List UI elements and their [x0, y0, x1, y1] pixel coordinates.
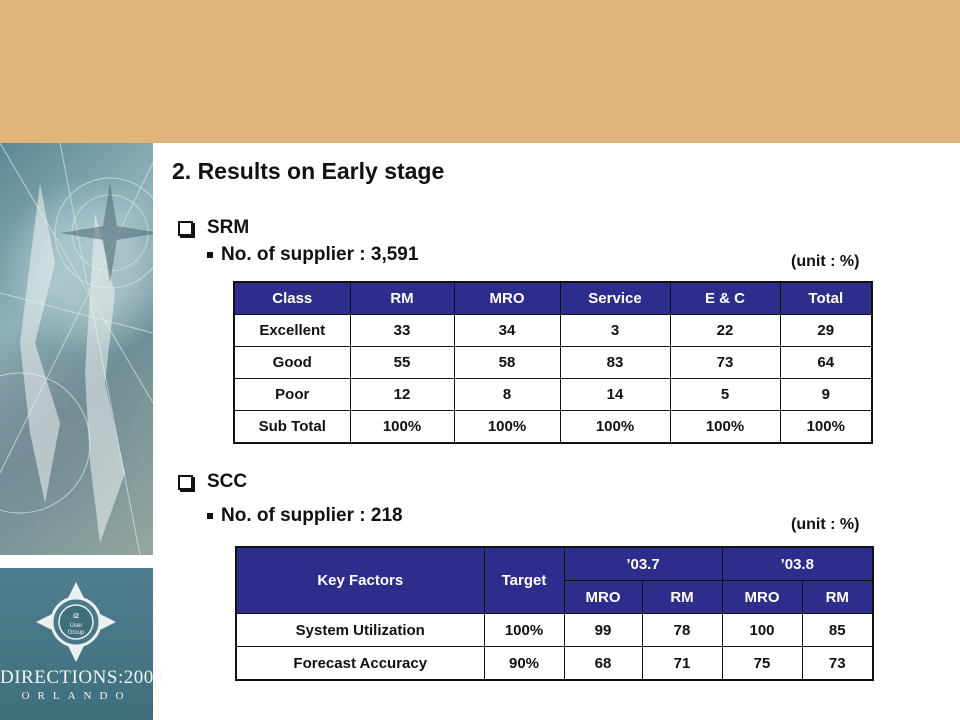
table-row — [234, 347, 872, 379]
table-cell: 78 — [642, 614, 722, 647]
table-cell: 100% — [454, 411, 560, 444]
square-bullet-icon — [207, 513, 213, 519]
table-cell: Good — [234, 347, 350, 379]
table-cell: System Utilization — [236, 614, 484, 647]
svg-text:i2: i2 — [73, 613, 79, 620]
column-header: MRO — [564, 581, 642, 614]
table-cell: 68 — [564, 647, 642, 681]
column-group-header: ’03.7 — [564, 547, 722, 581]
table-cell: 100 — [722, 614, 802, 647]
svg-text:User: User — [69, 623, 83, 629]
table-cell: 83 — [560, 347, 670, 379]
column-header: RM — [802, 581, 873, 614]
table-cell: Poor — [234, 379, 350, 411]
table-cell: 90% — [484, 647, 564, 681]
table-cell: 34 — [454, 315, 560, 347]
table-cell: 29 — [780, 315, 872, 347]
header-band — [0, 0, 960, 143]
table-cell: Forecast Accuracy — [236, 647, 484, 681]
table-row — [234, 315, 872, 347]
column-header: Key Factors — [236, 547, 484, 614]
column-header: MRO — [722, 581, 802, 614]
table-cell: 85 — [802, 614, 873, 647]
scc-table — [235, 546, 874, 681]
table-cell: 55 — [350, 347, 454, 379]
srm-unit-label: (unit : %) — [791, 253, 860, 270]
column-header: RM — [642, 581, 722, 614]
scc-heading — [178, 471, 247, 493]
srm-table — [233, 281, 873, 444]
decorative-map-art — [0, 143, 153, 555]
table-header-row — [234, 282, 872, 315]
column-group-header: ’03.8 — [722, 547, 873, 581]
checkbox-bullet-icon — [178, 221, 193, 236]
column-header: Class — [234, 282, 350, 315]
logo-title: DIRECTIONS:2003 — [0, 667, 164, 688]
table-row — [236, 614, 873, 647]
table-cell: 3 — [560, 315, 670, 347]
srm-heading — [178, 217, 249, 239]
table-row — [236, 647, 873, 681]
logo-subtitle: ORLANDO — [21, 690, 132, 702]
table-cell: 99 — [564, 614, 642, 647]
column-header: MRO — [454, 282, 560, 315]
srm-heading-label: SRM — [207, 217, 250, 238]
table-cell: 33 — [350, 315, 454, 347]
table-cell: 71 — [642, 647, 722, 681]
scc-unit-label: (unit : %) — [791, 516, 860, 533]
square-bullet-icon — [207, 252, 213, 258]
table-cell: 73 — [670, 347, 780, 379]
column-header: Total — [780, 282, 872, 315]
table-cell: 100% — [780, 411, 872, 444]
table-cell: 58 — [454, 347, 560, 379]
table-cell: 8 — [454, 379, 560, 411]
table-cell: 22 — [670, 315, 780, 347]
table-cell: 100% — [670, 411, 780, 444]
table-cell: 5 — [670, 379, 780, 411]
table-row — [234, 411, 872, 444]
directions-logo-icon — [0, 568, 153, 678]
table-header-row — [236, 547, 873, 581]
table-cell: 73 — [802, 647, 873, 681]
srm-supplier-count — [207, 244, 418, 266]
table-cell: Sub Total — [234, 411, 350, 444]
column-header: RM — [350, 282, 454, 315]
table-cell: 100% — [484, 614, 564, 647]
table-cell: 9 — [780, 379, 872, 411]
column-header: Service — [560, 282, 670, 315]
table-cell: 100% — [350, 411, 454, 444]
table-cell: 64 — [780, 347, 872, 379]
table-row — [234, 379, 872, 411]
srm-supplier-label: No. of supplier : 3,591 — [221, 244, 419, 265]
scc-supplier-count — [207, 505, 403, 527]
scc-supplier-label: No. of supplier : 218 — [221, 505, 403, 526]
scc-heading-label: SCC — [207, 471, 248, 492]
table-cell: 12 — [350, 379, 454, 411]
table-cell: 100% — [560, 411, 670, 444]
table-cell: 14 — [560, 379, 670, 411]
checkbox-bullet-icon — [178, 475, 193, 490]
table-cell: Excellent — [234, 315, 350, 347]
page-title: 2. Results on Early stage — [172, 158, 445, 184]
compass-art-icon — [0, 143, 153, 555]
table-cell: 75 — [722, 647, 802, 681]
column-header: Target — [484, 547, 564, 614]
column-header: E & C — [670, 282, 780, 315]
svg-text:Group: Group — [67, 630, 85, 636]
